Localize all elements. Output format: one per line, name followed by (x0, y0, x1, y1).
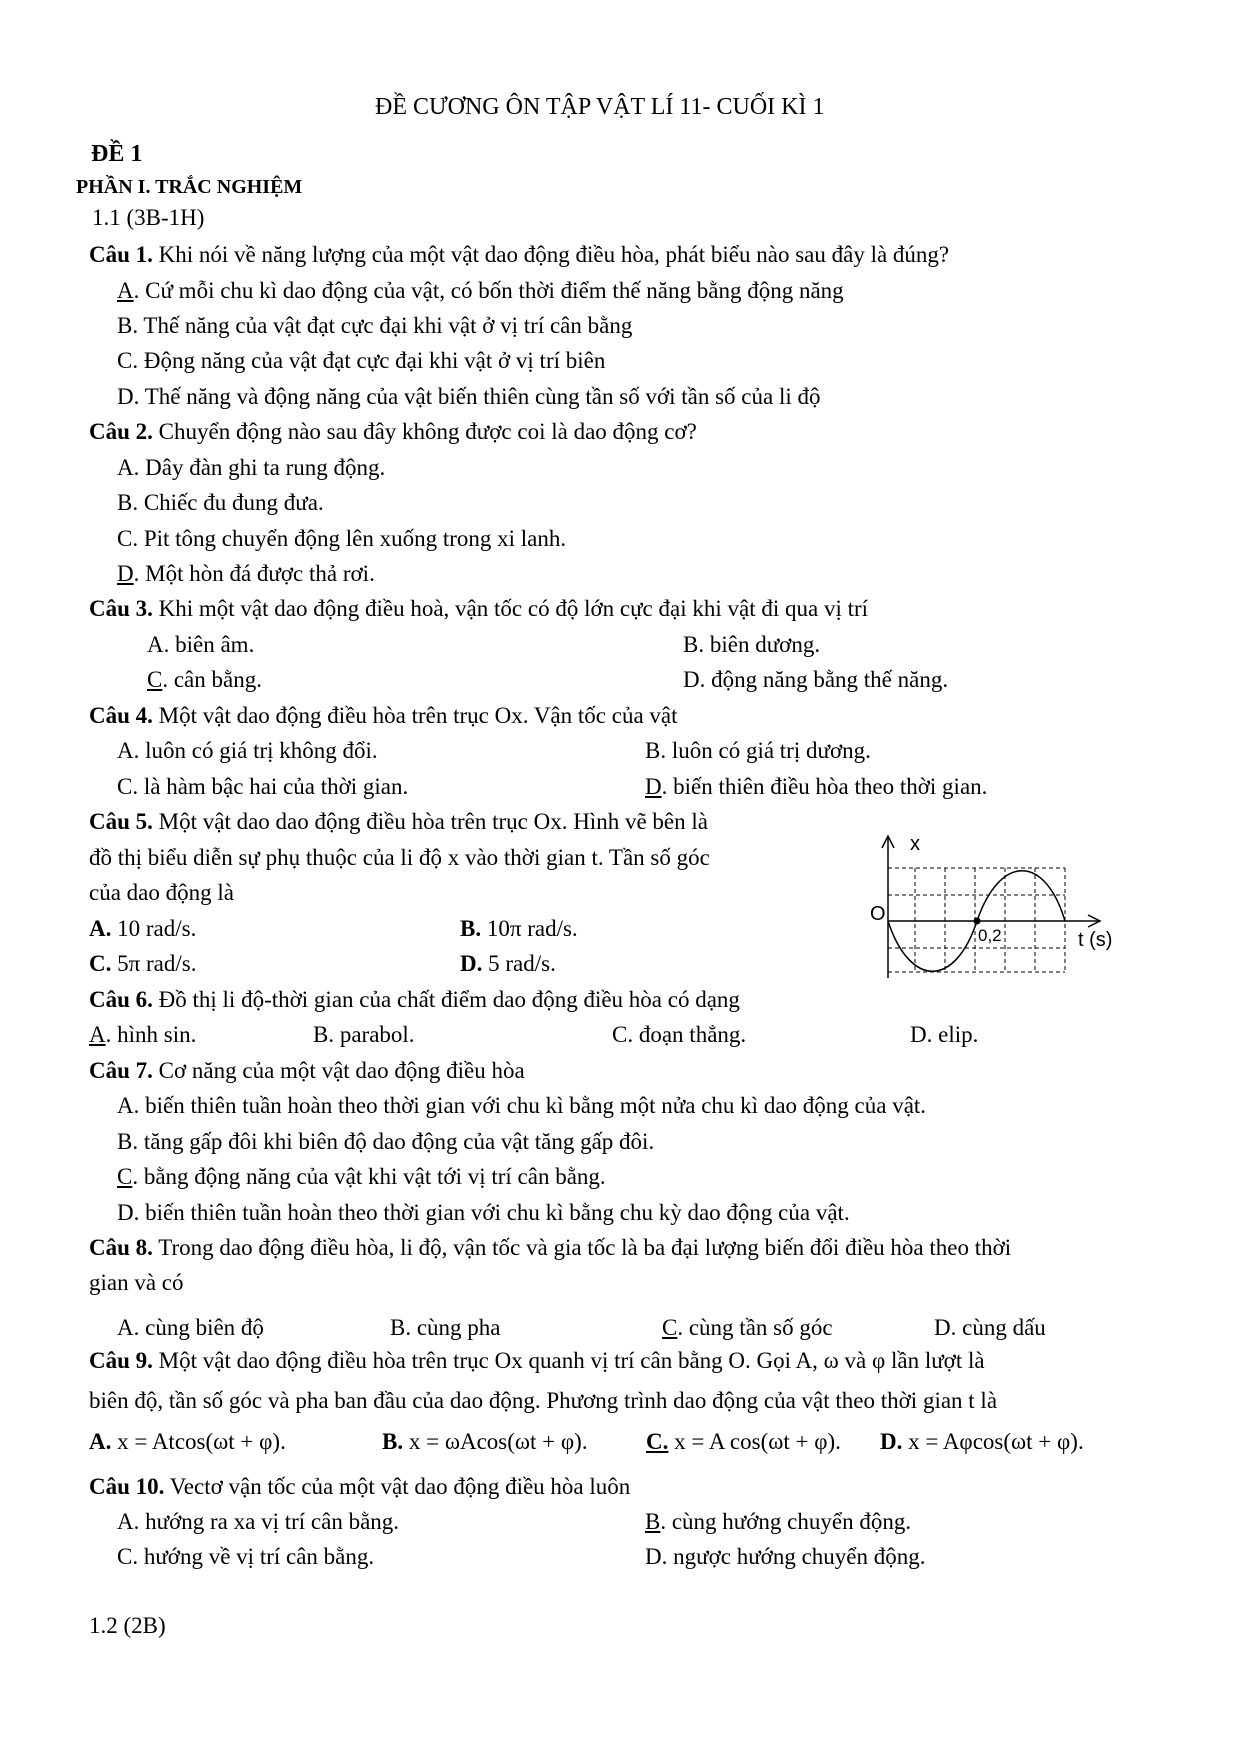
answer-option: D. cùng dấu (934, 1315, 1046, 1340)
x-axis-label: x (910, 833, 920, 855)
question-text-line: đồ thị biểu diễn sự phụ thuộc của li độ x vào thời gian t. Tần số góc (89, 845, 710, 870)
displacement-time-graph (860, 828, 1130, 978)
question-3: Câu 3. Khi một vật dao động điều hoà, vận tốc có độ lớn cực đại khi vật đi qua vị trí (89, 596, 869, 621)
answer-option: B. biên dương. (683, 632, 821, 657)
question-8: Câu 8. Trong dao động điều hòa, li độ, vận tốc và gia tốc là ba đại lượng biến đổi điều hòa theo thời (89, 1235, 1012, 1260)
question-5: Câu 5. Một vật dao dao động điều hòa trên trục Ox. Hình vẽ bên là (89, 809, 708, 834)
answer-option: D. biến thiên điều hòa theo thời gian. (645, 774, 988, 799)
answer-option: A. luôn có giá trị không đổi. (117, 738, 378, 763)
answer-option: D. động năng bằng thế năng. (683, 667, 949, 692)
answer-option: B. Thế năng của vật đạt cực đại khi vật ở vị trí cân bằng (117, 313, 633, 338)
answer-option: D. Một hòn đá được thả rơi. (117, 561, 375, 586)
answer-option: A. Cứ mỗi chu kì dao động của vật, có bốn thời điểm thế năng bằng động năng (117, 278, 844, 303)
answer-option: D. elip. (910, 1022, 979, 1047)
tick-label: 0,2 (978, 926, 1002, 945)
document-title: ĐỀ CƯƠNG ÔN TẬP VẬT LÍ 11- CUỐI KÌ 1 (375, 94, 825, 120)
answer-option: A. Dây đàn ghi ta rung động. (117, 455, 386, 480)
answer-option: B. luôn có giá trị dương. (645, 738, 871, 763)
answer-option: C. bằng động năng của vật khi vật tới vị trí cân bằng. (117, 1164, 606, 1189)
answer-option: C. là hàm bậc hai của thời gian. (117, 774, 409, 799)
answer-option: D. ngược hướng chuyển động. (645, 1544, 926, 1569)
question-text: Khi nói về năng lượng của một vật dao động điều hòa, phát biểu nào sau đây là đúng? (152, 242, 950, 267)
answer-option: A. cùng biên độ (117, 1315, 264, 1340)
answer-option: B. cùng hướng chuyển động. (645, 1509, 912, 1534)
question-text-line: biên độ, tần số góc và pha ban đầu của dao động. Phương trình dao động của vật theo thời gian t là (89, 1388, 998, 1413)
answer-option: B. tăng gấp đôi khi biên độ dao động của vật tăng gấp đôi. (117, 1129, 655, 1154)
answer-option: B. 10π rad/s. (460, 916, 578, 941)
question-6: Câu 6. Đồ thị li độ-thời gian của chất điểm dao động điều hòa có dạng (89, 987, 740, 1012)
exam-heading: ĐỀ 1 (91, 141, 143, 167)
answer-option: D. biến thiên tuần hoàn theo thời gian với chu kì bằng chu kỳ dao động của vật. (117, 1200, 850, 1225)
question-1 (89, 240, 949, 270)
answer-option: B. x = ωAcos(ωt + φ). (382, 1429, 588, 1454)
answer-option: B. parabol. (313, 1022, 415, 1047)
part-heading: PHẦN I. TRẮC NGHIỆM (76, 176, 303, 198)
answer-option: C. cân bằng. (147, 667, 262, 692)
answer-option: A. 10 rad/s. (89, 916, 197, 941)
question-9: Câu 9. Một vật dao động điều hòa trên trục Ox quanh vị trí cân bằng O. Gọi A, ω và φ lần lượt là (89, 1348, 985, 1373)
answer-option: D. 5 rad/s. (460, 951, 556, 976)
question-text-line: gian và có (89, 1270, 184, 1295)
t-axis-label: t (s) (1078, 929, 1113, 951)
section-heading: 1.1 (3B-1H) (92, 205, 205, 230)
question-text-line: của dao động là (89, 880, 234, 905)
answer-option: D. Thế năng và động năng của vật biến thiên cùng tần số với tần số của li độ (117, 384, 821, 409)
question-2: Câu 2. Chuyển động nào sau đây không được coi là dao động cơ? (89, 419, 697, 444)
answer-option: B. cùng pha (390, 1315, 501, 1340)
answer-option: C. x = A cos(ωt + φ). (646, 1429, 841, 1454)
answer-option: B. Chiếc đu đung đưa. (117, 490, 324, 515)
answer-option: C. đoạn thẳng. (612, 1022, 747, 1047)
section-heading: 1.2 (2B) (89, 1613, 166, 1638)
answer-option: C. cùng tần số góc (662, 1315, 833, 1340)
answer-option: A. biến thiên tuần hoàn theo thời gian với chu kì bằng một nửa chu kì dao động của vật. (117, 1093, 927, 1118)
answer-option: D. x = Aφcos(ωt + φ). (880, 1429, 1084, 1454)
question-7: Câu 7. Cơ năng của một vật dao động điều hòa (89, 1058, 525, 1083)
answer-option: A. hình sin. (89, 1022, 197, 1047)
answer-option: A. x = Atcos(ωt + φ). (89, 1429, 286, 1454)
answer-option: C. Pit tông chuyển động lên xuống trong xi lanh. (117, 526, 567, 551)
answer-option: A. biên âm. (147, 632, 255, 657)
answer-option: C. 5π rad/s. (89, 951, 197, 976)
question-4: Câu 4. Một vật dao động điều hòa trên trục Ox. Vận tốc của vật (89, 703, 678, 728)
tick-point (974, 918, 981, 925)
origin-label: O (870, 903, 886, 925)
answer-option: C. hướng về vị trí cân bằng. (117, 1544, 375, 1569)
answer-option: C. Động năng của vật đạt cực đại khi vật ở vị trí biên (117, 348, 606, 373)
answer-option: A. hướng ra xa vị trí cân bằng. (117, 1509, 400, 1534)
question-label: Câu 1. (89, 242, 153, 267)
question-10: Câu 10. Vectơ vận tốc của một vật dao động điều hòa luôn (89, 1474, 631, 1499)
